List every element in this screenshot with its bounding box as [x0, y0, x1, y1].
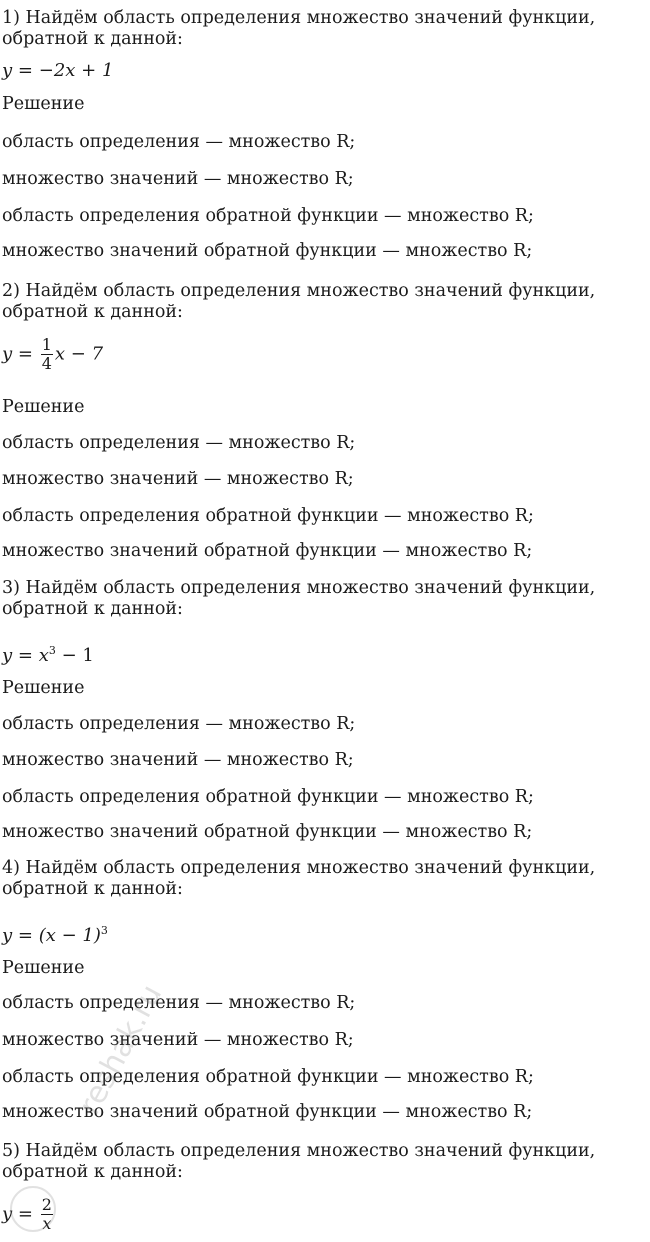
- section-4-solution-label: Решение: [2, 958, 85, 978]
- section-4-line: область определения — множество R;: [2, 993, 356, 1013]
- fraction: $\frac{2}{x}$: [41, 1195, 52, 1233]
- section-1-line: область определения обратной функции — множество R;: [2, 206, 534, 226]
- section-1-formula: y = −2x + 1: [2, 60, 114, 81]
- watermark: reshak.ru: [72, 979, 170, 1121]
- section-2-line: множество значений — множество R;: [2, 469, 354, 489]
- section-3-solution-label: Решение: [2, 678, 85, 698]
- section-5-heading: 5) Найдём область определения множество значений функции, обратной к данной:: [2, 1141, 596, 1182]
- section-4-formula: $y = (x - 1)^3$: [2, 924, 108, 946]
- section-3-line: область определения — множество R;: [2, 714, 356, 734]
- section-3-heading: 3) Найдём область определения множество значений функции, обратной к данной:: [2, 578, 596, 619]
- section-3-formula: $y = x^3 - 1$: [2, 644, 94, 666]
- section-1-line: множество значений — множество R;: [2, 169, 354, 189]
- section-2-line: множество значений обратной функции — множество R;: [2, 541, 533, 561]
- watermark-logo: [10, 1186, 56, 1232]
- section-2-heading: 2) Найдём область определения множество значений функции, обратной к данной:: [2, 281, 596, 322]
- section-1-solution-label: Решение: [2, 94, 85, 114]
- section-3-line: множество значений обратной функции — множество R;: [2, 822, 533, 842]
- section-5-formula: y = $\frac{2}{x}$: [2, 1195, 52, 1233]
- section-1-line: множество значений обратной функции — множество R;: [2, 241, 533, 261]
- section-4-line: область определения обратной функции — множество R;: [2, 1067, 534, 1087]
- section-1-line: область определения — множество R;: [2, 132, 356, 152]
- section-3-line: область определения обратной функции — множество R;: [2, 787, 534, 807]
- section-4-line: множество значений обратной функции — множество R;: [2, 1102, 533, 1122]
- section-4-heading: 4) Найдём область определения множество значений функции, обратной к данной:: [2, 858, 596, 899]
- section-1-heading: 1) Найдём область определения множество значений функции, обратной к данной:: [2, 8, 596, 49]
- section-2-line: область определения — множество R;: [2, 433, 356, 453]
- section-2-solution-label: Решение: [2, 397, 85, 417]
- section-2-line: область определения обратной функции — множество R;: [2, 506, 534, 526]
- section-3-line: множество значений — множество R;: [2, 750, 354, 770]
- section-4-line: множество значений — множество R;: [2, 1030, 354, 1050]
- fraction: $\frac{1}{4}$: [41, 335, 52, 373]
- section-2-formula: y = $\frac{1}{4}$ x − 7: [2, 335, 104, 373]
